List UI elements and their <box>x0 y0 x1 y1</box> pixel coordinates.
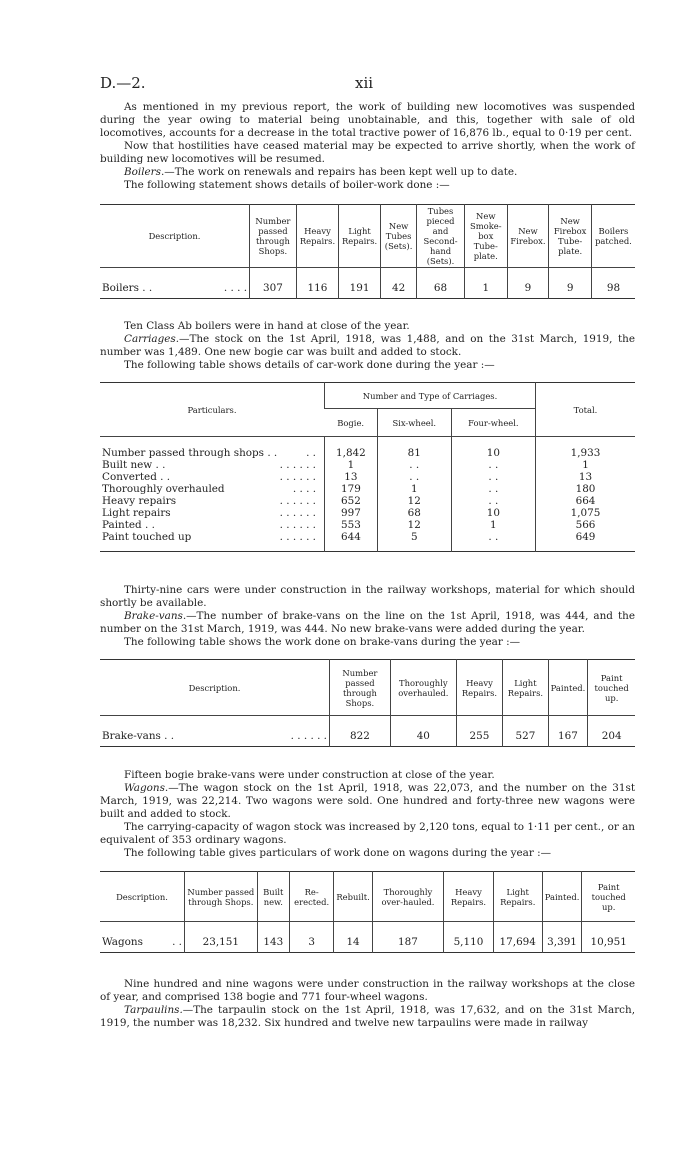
column-header: Number passed through Shops. <box>330 660 391 716</box>
column-group-header: Number and Type of Carriages. <box>325 383 536 409</box>
section-heading: Wagons. <box>124 782 169 794</box>
cell: 566 <box>536 519 636 531</box>
table-row <box>100 519 635 531</box>
cell: . . <box>377 471 451 483</box>
cell: 649 <box>536 531 636 543</box>
row-label: Brake-vans . . . . . . . . <box>102 729 327 742</box>
brakevans-table <box>100 659 635 747</box>
cell: 1,075 <box>536 507 636 519</box>
cell: 307 <box>250 278 297 298</box>
cell: 664 <box>536 495 636 507</box>
column-header: Bogie. <box>325 409 378 437</box>
column-header: Painted. <box>542 872 582 922</box>
column-header: Paint touched up. <box>582 872 635 922</box>
cell: 3 <box>289 932 333 952</box>
row-label: Paint touched up . . . . . . <box>102 531 316 543</box>
cell: 40 <box>390 726 456 746</box>
table-row <box>100 531 635 543</box>
cell: . . <box>451 495 535 507</box>
section-heading: Brake-vans. <box>124 610 187 622</box>
cell: 13 <box>325 471 378 483</box>
carriages-table <box>100 382 635 552</box>
cell: 1 <box>377 483 451 495</box>
cell: 12 <box>377 519 451 531</box>
column-header: Number passed through Shops. <box>185 872 258 922</box>
table-row <box>100 483 635 495</box>
carriages-section <box>100 320 635 372</box>
cell: 9 <box>549 278 592 298</box>
column-header: Light Repairs. <box>503 660 548 716</box>
row-label: Wagons . . <box>102 935 182 948</box>
paragraph: The following table gives particulars of work done on wagons during the year :— <box>124 847 552 859</box>
cell: 1,842 <box>325 447 378 459</box>
row-label: Painted . . . . . . . . <box>102 519 316 531</box>
paragraph: As mentioned in my previous report, the work of building new locomotives was suspended during the year owing to material being unobtainable, and this, together with sale of old locomotives, accounts for a decrease in the total tractive power of 16,876 lb., equal to 0·19 per cent. <box>100 101 635 139</box>
cell: 997 <box>325 507 378 519</box>
cell: . . <box>451 459 535 471</box>
column-header: Six-wheel. <box>377 409 451 437</box>
cell: 42 <box>381 278 417 298</box>
paragraph: The following table shows details of car-work done during the year :— <box>124 359 495 371</box>
column-header: New Firebox Tube-plate. <box>549 205 592 268</box>
brakevans-section <box>100 584 635 649</box>
cell: 9 <box>507 278 549 298</box>
cell: 187 <box>372 932 443 952</box>
column-header: New Tubes (Sets). <box>381 205 417 268</box>
cell: 10 <box>451 447 535 459</box>
column-header: Painted. <box>548 660 588 716</box>
cell: 5 <box>377 531 451 543</box>
table-row <box>100 495 635 507</box>
column-header: Particulars. <box>100 383 325 437</box>
cell: 3,391 <box>542 932 582 952</box>
paragraph: The following statement shows details of boiler-work done :— <box>124 179 450 191</box>
column-header: Boilers patched. <box>591 205 635 268</box>
cell: 98 <box>591 278 635 298</box>
column-header: Total. <box>536 383 636 437</box>
column-header: Built new. <box>257 872 289 922</box>
column-header: Four-wheel. <box>451 409 535 437</box>
cell: 822 <box>330 726 391 746</box>
column-header: Heavy Repairs. <box>456 660 502 716</box>
column-header: Number passed through Shops. <box>250 205 297 268</box>
cell: 81 <box>377 447 451 459</box>
cell: 23,151 <box>185 932 258 952</box>
column-header: Description. <box>100 205 250 268</box>
section-heading: Carriages. <box>124 333 180 345</box>
column-header: Light Repairs. <box>493 872 542 922</box>
section-heading: Tarpaulins. <box>124 1004 183 1016</box>
page-code: D.—2. <box>100 74 146 92</box>
column-header: Tubes pieced and Second-hand (Sets). <box>417 205 465 268</box>
cell: 143 <box>257 932 289 952</box>
row-label: Heavy repairs . . . . . . <box>102 495 316 507</box>
cell: 204 <box>588 726 635 746</box>
table-row <box>100 932 635 952</box>
row-label: Built new . . . . . . . . <box>102 459 316 471</box>
cell: . . <box>451 471 535 483</box>
section-heading: Boilers. <box>124 166 165 178</box>
cell: 10,951 <box>582 932 635 952</box>
column-header: Paint touched up. <box>588 660 635 716</box>
column-header: Light Repairs. <box>339 205 381 268</box>
table-header-row <box>100 872 635 922</box>
column-header: Thoroughly overhauled. <box>390 660 456 716</box>
cell: 68 <box>377 507 451 519</box>
cell: 1,933 <box>536 447 636 459</box>
table-row <box>100 459 635 471</box>
cell: 10 <box>451 507 535 519</box>
table-row <box>100 447 635 459</box>
column-header: Thoroughly over-hauled. <box>372 872 443 922</box>
row-label: Boilers . . . . . . <box>102 281 247 294</box>
row-label: Light repairs . . . . . . <box>102 507 316 519</box>
paragraph: Wagons.—The wagon stock on the 1st April, 1918, was 22,073, and the number on the 31st March, 1919, was 22,214. Two wagons were sold. One hundred and forty-three new wagons were built and added to stock. <box>100 782 635 820</box>
cell: . . <box>451 483 535 495</box>
paragraph: The following table shows the work done on brake-vans during the year :— <box>124 636 521 648</box>
cell: . . <box>377 459 451 471</box>
paragraph: Fifteen bogie brake-vans were under construction at close of the year. <box>124 769 495 781</box>
cell: 68 <box>417 278 465 298</box>
column-header: Description. <box>100 872 185 922</box>
column-header: Re-erected. <box>289 872 333 922</box>
paragraph: Nine hundred and nine wagons were under construction in the railway workshops at the close of year, and comprised 138 bogie and 771 four-wheel wagons. <box>100 978 635 1003</box>
table-row <box>100 471 635 483</box>
table-header-row <box>100 205 635 268</box>
cell: 167 <box>548 726 588 746</box>
cell: 5,110 <box>444 932 494 952</box>
table-row <box>100 726 635 746</box>
wagons-table <box>100 871 635 953</box>
paragraph: Carriages.—The stock on the 1st April, 1918, was 1,488, and on the 31st March, 1919, the number was 1,489. One new bogie car was built and added to stock. <box>100 333 635 358</box>
paragraph: Tarpaulins.—The tarpaulin stock on the 1st April, 1918, was 17,632, and on the 31st March, 1919, the number was 18,232. Six hundred and twelve new tarpaulins were made in railway <box>100 1004 635 1029</box>
paragraph: Ten Class Ab boilers were in hand at close of the year. <box>124 320 410 332</box>
cell: 13 <box>536 471 636 483</box>
table-row <box>100 278 635 298</box>
cell: 17,694 <box>493 932 542 952</box>
cell: 644 <box>325 531 378 543</box>
paragraph: Thirty-nine cars were under construction in the railway workshops, material for which should shortly be available. <box>100 584 635 609</box>
cell: 180 <box>536 483 636 495</box>
column-header: Heavy Repairs. <box>296 205 338 268</box>
cell: 1 <box>464 278 507 298</box>
boilers-table <box>100 204 635 299</box>
table-header-row <box>100 660 635 716</box>
paragraph: The carrying-capacity of wagon stock was increased by 2,120 tons, equal to 1·11 per cent., or an equivalent of 353 ordinary wagons. <box>100 821 635 846</box>
intro-section <box>100 101 635 192</box>
column-header: New Firebox. <box>507 205 549 268</box>
paragraph: Now that hostilities have ceased material may be expected to arrive shortly, when the work of building new locomotives will be resumed. <box>100 140 635 165</box>
column-header: Rebuilt. <box>334 872 372 922</box>
cell: 255 <box>456 726 502 746</box>
cell: 12 <box>377 495 451 507</box>
cell: 1 <box>536 459 636 471</box>
cell: . . <box>451 531 535 543</box>
column-header: Description. <box>100 660 330 716</box>
row-label: Converted . . . . . . . . <box>102 471 316 483</box>
cell: 527 <box>503 726 548 746</box>
row-label: Thoroughly overhauled . . . . <box>102 483 316 495</box>
paragraph: Brake-vans.—The number of brake-vans on the line on the 1st April, 1918, was 444, and the number on the 31st March, 1919, was 444. No new brake-vans were added during the year. <box>100 610 635 635</box>
table-row <box>100 507 635 519</box>
column-header: Heavy Repairs. <box>444 872 494 922</box>
cell: 116 <box>296 278 338 298</box>
page-number: xii <box>355 74 374 92</box>
cell: 1 <box>325 459 378 471</box>
page-header <box>100 74 635 92</box>
cell: 652 <box>325 495 378 507</box>
cell: 191 <box>339 278 381 298</box>
cell: 14 <box>334 932 372 952</box>
cell: 179 <box>325 483 378 495</box>
cell: 1 <box>451 519 535 531</box>
tarpaulins-section <box>100 978 635 1030</box>
wagons-section <box>100 769 635 860</box>
row-label: Number passed through shops . . . . <box>102 447 316 459</box>
table-header-row <box>100 383 635 409</box>
column-header: New Smoke-box Tube-plate. <box>464 205 507 268</box>
cell: 553 <box>325 519 378 531</box>
paragraph: Boilers.—The work on renewals and repairs has been kept well up to date. <box>124 166 518 178</box>
